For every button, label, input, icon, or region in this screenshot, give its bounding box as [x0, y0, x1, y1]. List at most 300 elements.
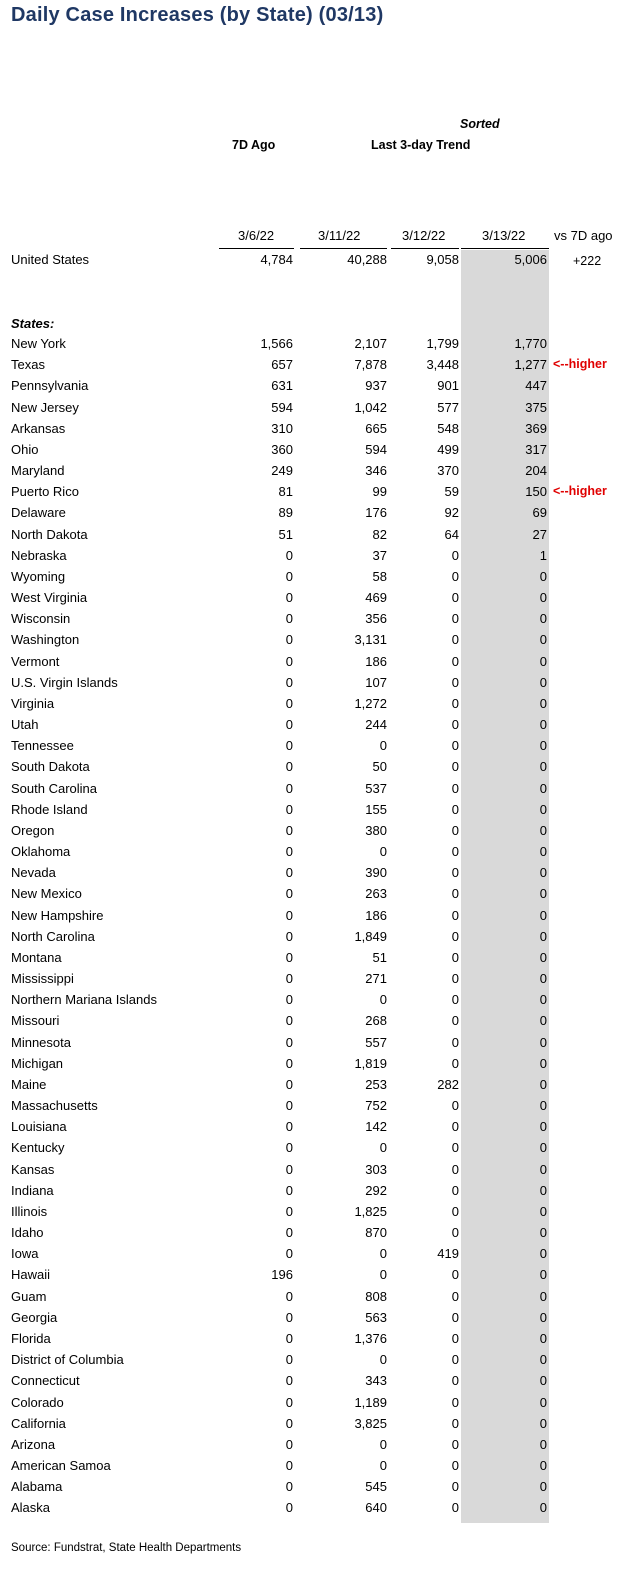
cell-value: 360 — [271, 441, 293, 457]
table-row — [0, 989, 623, 1010]
cell-value: 346 — [365, 463, 387, 479]
table-row — [0, 778, 623, 799]
cell-value: 937 — [365, 378, 387, 394]
cell-value: 0 — [451, 971, 459, 987]
cell-value: 577 — [437, 399, 459, 415]
cell-value: 0 — [539, 695, 547, 711]
state-name: Michigan — [11, 1055, 64, 1071]
cell-value: 64 — [444, 526, 459, 542]
cell-value: 0 — [451, 759, 459, 775]
table-row — [0, 1392, 623, 1413]
cell-value: 369 — [525, 420, 547, 436]
cell-value: 186 — [365, 907, 387, 923]
cell-value: 0 — [451, 568, 459, 584]
table-row — [0, 1497, 623, 1518]
state-name: Kansas — [11, 1161, 55, 1177]
cell-value: 244 — [365, 717, 387, 733]
cell-value: 1,277 — [514, 357, 547, 373]
cell-value: 0 — [451, 1309, 459, 1325]
table-row — [0, 354, 623, 375]
table-row — [0, 439, 623, 460]
cell-value: 0 — [451, 844, 459, 860]
us-row — [0, 249, 623, 270]
cell-value: 0 — [539, 1267, 547, 1283]
cell-value: 0 — [451, 1013, 459, 1029]
cell-value: 0 — [285, 1309, 293, 1325]
cell-value: 0 — [451, 886, 459, 902]
cell-value: 81 — [278, 484, 293, 500]
vs-7d-value: +222 — [573, 254, 602, 268]
cell-value: 0 — [451, 1500, 459, 1516]
table-row — [0, 693, 623, 714]
cell-value: 263 — [365, 886, 387, 902]
cell-value: 0 — [285, 1055, 293, 1071]
cell-value: 1,799 — [426, 336, 459, 351]
row-name: United States — [11, 252, 90, 267]
cell-value: 0 — [539, 1352, 547, 1368]
cell-value: 0 — [451, 1055, 459, 1071]
table-row — [0, 714, 623, 735]
higher-note: <--higher — [553, 357, 607, 372]
cell-value: 0 — [451, 949, 459, 965]
cell-value: 0 — [451, 822, 459, 838]
cell-value: 0 — [285, 886, 293, 902]
state-name: Vermont — [11, 653, 60, 669]
table-row — [0, 862, 623, 883]
cell-value: 0 — [451, 717, 459, 733]
cell-value: 380 — [365, 822, 387, 838]
table-row — [0, 968, 623, 989]
cell-value: 0 — [285, 590, 293, 606]
cell-value: 0 — [539, 1076, 547, 1092]
table-row — [0, 947, 623, 968]
cell-value: 0 — [451, 801, 459, 817]
state-name: Pennsylvania — [11, 378, 89, 394]
state-name: Wyoming — [11, 568, 66, 584]
cell-value: 0 — [451, 632, 459, 648]
cell-value: 0 — [539, 1161, 547, 1177]
cell-value: 557 — [365, 1034, 387, 1050]
state-name: Washington — [11, 632, 80, 648]
cell-value: 0 — [539, 1330, 547, 1346]
table-row — [0, 1349, 623, 1370]
cell-value: 0 — [285, 1182, 293, 1198]
higher-note: <--higher — [553, 484, 607, 499]
cell-value: 0 — [539, 738, 547, 754]
table-row — [0, 566, 623, 587]
state-name: Oregon — [11, 822, 55, 838]
cell-value: 343 — [365, 1373, 387, 1389]
table-row — [0, 524, 623, 545]
table-row — [0, 883, 623, 904]
cell-value: 0 — [285, 759, 293, 775]
table-row — [0, 397, 623, 418]
trend-header: Last 3-day Trend — [371, 138, 471, 152]
cell-value: 142 — [365, 1119, 387, 1135]
cell-value: 292 — [365, 1182, 387, 1198]
state-name: Maine — [11, 1076, 47, 1092]
state-name: Kentucky — [11, 1140, 65, 1156]
table-row — [0, 1476, 623, 1497]
cell-value: 0 — [539, 844, 547, 860]
cell-value: 1,376 — [354, 1330, 387, 1346]
cell-value: 0 — [539, 590, 547, 606]
cell-value: 901 — [437, 378, 459, 394]
cell-value: 0 — [379, 1267, 387, 1283]
table-row — [0, 672, 623, 693]
table-row — [0, 1032, 623, 1053]
cell-value: 0 — [451, 1288, 459, 1304]
table-row — [0, 651, 623, 672]
cell-value: 0 — [539, 949, 547, 965]
cell-value: 9,058 — [426, 252, 459, 267]
table-row — [0, 1201, 623, 1222]
cell-value: 0 — [285, 1140, 293, 1156]
cell-value: 499 — [437, 441, 459, 457]
state-name: Alabama — [11, 1479, 63, 1495]
state-name: Indiana — [11, 1182, 54, 1198]
table-row — [0, 608, 623, 629]
cell-value: 537 — [365, 780, 387, 796]
state-name: Rhode Island — [11, 801, 88, 817]
state-name: Oklahoma — [11, 844, 71, 860]
state-name: Utah — [11, 717, 39, 733]
table-row — [0, 1307, 623, 1328]
cell-value: 0 — [539, 1055, 547, 1071]
cell-value: 0 — [285, 738, 293, 754]
state-name: Puerto Rico — [11, 484, 79, 500]
cell-value: 0 — [379, 1458, 387, 1473]
state-name: Nevada — [11, 865, 56, 881]
cell-value: 0 — [285, 1394, 293, 1410]
cell-value: 51 — [372, 949, 387, 965]
cell-value: 5,006 — [514, 252, 547, 267]
table-row — [0, 545, 623, 566]
cell-value: 0 — [285, 928, 293, 944]
cell-value: 0 — [451, 1119, 459, 1135]
state-name: Louisiana — [11, 1119, 67, 1135]
cell-value: 0 — [285, 1479, 293, 1495]
table-row — [0, 1159, 623, 1180]
cell-value: 0 — [451, 1182, 459, 1198]
cell-value: 0 — [451, 1436, 459, 1452]
cell-value: 0 — [539, 759, 547, 775]
cell-value: 58 — [372, 568, 387, 584]
state-name: District of Columbia — [11, 1352, 124, 1368]
cell-value: 0 — [285, 1076, 293, 1092]
cell-value: 0 — [539, 1034, 547, 1050]
state-name: Georgia — [11, 1309, 58, 1325]
cell-value: 0 — [451, 653, 459, 669]
cell-value: 469 — [365, 590, 387, 606]
cell-value: 808 — [365, 1288, 387, 1304]
cell-value: 69 — [532, 505, 547, 521]
cell-value: 268 — [365, 1013, 387, 1029]
cell-value: 0 — [285, 1500, 293, 1516]
state-name: Nebraska — [11, 547, 67, 563]
cell-value: 0 — [451, 1458, 459, 1473]
state-name: Alaska — [11, 1500, 51, 1516]
cell-value: 155 — [365, 801, 387, 817]
state-name: Arkansas — [11, 420, 66, 436]
cell-value: 0 — [539, 971, 547, 987]
cell-value: 0 — [451, 1415, 459, 1431]
cell-value: 0 — [451, 1352, 459, 1368]
cell-value: 0 — [285, 865, 293, 881]
cell-value: 2,107 — [354, 336, 387, 351]
cell-value: 0 — [539, 992, 547, 1008]
cell-value: 0 — [451, 547, 459, 563]
cell-value: 0 — [451, 611, 459, 627]
cell-value: 0 — [285, 1034, 293, 1050]
table-row — [0, 418, 623, 439]
cell-value: 1,189 — [354, 1394, 387, 1410]
cell-value: 0 — [539, 674, 547, 690]
cell-value: 1,272 — [354, 695, 387, 711]
cell-value: 317 — [525, 441, 547, 457]
state-name: Texas — [11, 357, 45, 373]
cell-value: 0 — [285, 844, 293, 860]
cell-value: 0 — [451, 865, 459, 881]
cell-value: 0 — [285, 1203, 293, 1219]
table-row — [0, 905, 623, 926]
cell-value: 0 — [285, 1225, 293, 1241]
cell-value: 0 — [379, 1246, 387, 1262]
cell-value: 0 — [451, 992, 459, 1008]
cell-value: 271 — [365, 971, 387, 987]
cell-value: 37 — [372, 547, 387, 563]
table-row — [0, 1264, 623, 1285]
cell-value: 0 — [451, 907, 459, 923]
state-name: Wisconsin — [11, 611, 71, 627]
cell-value: 204 — [525, 463, 547, 479]
table-row — [0, 481, 623, 502]
cell-value: 3,131 — [354, 632, 387, 648]
cell-value: 0 — [539, 717, 547, 733]
table-row — [0, 820, 623, 841]
state-name: South Carolina — [11, 780, 97, 796]
cell-value: 3,825 — [354, 1415, 387, 1431]
cell-value: 0 — [451, 1225, 459, 1241]
cell-value: 0 — [285, 1013, 293, 1029]
state-name: Montana — [11, 949, 62, 965]
cell-value: 40,288 — [347, 252, 387, 267]
cell-value: 176 — [365, 505, 387, 521]
cell-value: 0 — [451, 1373, 459, 1389]
date-header: 3/13/22 — [482, 228, 526, 243]
cell-value: 0 — [539, 1394, 547, 1410]
cell-value: 0 — [285, 695, 293, 711]
cell-value: 0 — [539, 1246, 547, 1262]
table-row — [0, 1074, 623, 1095]
cell-value: 186 — [365, 653, 387, 669]
table-row — [0, 1370, 623, 1391]
cell-value: 0 — [539, 1458, 547, 1473]
cell-value: 0 — [285, 801, 293, 817]
cell-value: 447 — [525, 378, 547, 394]
cell-value: 0 — [379, 844, 387, 860]
cell-value: 0 — [451, 695, 459, 711]
state-name: New York — [11, 336, 66, 351]
cell-value: 0 — [451, 780, 459, 796]
cell-value: 0 — [539, 1436, 547, 1452]
cell-value: 253 — [365, 1076, 387, 1092]
cell-value: 0 — [539, 1415, 547, 1431]
table-row — [0, 375, 623, 396]
cell-value: 0 — [285, 1458, 293, 1473]
cell-value: 870 — [365, 1225, 387, 1241]
cell-value: 657 — [271, 357, 293, 373]
cell-value: 1,849 — [354, 928, 387, 944]
cell-value: 0 — [539, 1288, 547, 1304]
state-name: Minnesota — [11, 1034, 71, 1050]
cell-value: 0 — [285, 907, 293, 923]
state-name: Massachusetts — [11, 1098, 98, 1114]
cell-value: 0 — [379, 1352, 387, 1368]
table-row — [0, 1010, 623, 1031]
cell-value: 0 — [379, 1436, 387, 1452]
cell-value: 0 — [451, 1161, 459, 1177]
cell-value: 0 — [539, 928, 547, 944]
cell-value: 631 — [271, 378, 293, 394]
cell-value: 0 — [539, 632, 547, 648]
cell-value: 0 — [451, 1330, 459, 1346]
cell-value: 82 — [372, 526, 387, 542]
state-name: Florida — [11, 1330, 51, 1346]
cell-value: 0 — [285, 1373, 293, 1389]
cell-value: 249 — [271, 463, 293, 479]
cell-value: 0 — [285, 1246, 293, 1262]
table-row — [0, 799, 623, 820]
seven-days-ago-header: 7D Ago — [232, 138, 276, 152]
cell-value: 0 — [285, 1330, 293, 1346]
cell-value: 50 — [372, 759, 387, 775]
cell-value: 0 — [539, 1373, 547, 1389]
cell-value: 0 — [539, 1119, 547, 1135]
cell-value: 0 — [539, 1098, 547, 1114]
table-row — [0, 1116, 623, 1137]
table-row — [0, 1243, 623, 1264]
cell-value: 0 — [451, 1140, 459, 1156]
table-row — [0, 1434, 623, 1455]
cell-value: 0 — [285, 1436, 293, 1452]
cell-value: 1,770 — [514, 336, 547, 351]
cell-value: 1,042 — [354, 399, 387, 415]
cell-value: 640 — [365, 1500, 387, 1516]
cell-value: 0 — [539, 611, 547, 627]
cell-value: 0 — [451, 674, 459, 690]
cell-value: 0 — [451, 1479, 459, 1495]
cell-value: 0 — [285, 949, 293, 965]
cell-value: 1,819 — [354, 1055, 387, 1071]
cell-value: 0 — [285, 1098, 293, 1114]
state-name: New Hampshire — [11, 907, 104, 923]
table-row — [0, 1413, 623, 1434]
cell-value: 107 — [365, 674, 387, 690]
cell-value: 92 — [444, 505, 459, 521]
table-row — [0, 1286, 623, 1307]
cell-value: 0 — [451, 1267, 459, 1283]
table-row — [0, 1455, 623, 1476]
state-name: New Mexico — [11, 886, 82, 902]
date-header: 3/11/22 — [318, 228, 361, 243]
table-row — [0, 502, 623, 523]
state-name: Idaho — [11, 1225, 44, 1241]
state-name: Tennessee — [11, 738, 74, 754]
cell-value: 0 — [539, 801, 547, 817]
states-label: States: — [11, 316, 55, 331]
cell-value: 356 — [365, 611, 387, 627]
table-row — [0, 1222, 623, 1243]
state-name: American Samoa — [11, 1458, 111, 1473]
cell-value: 4,784 — [260, 252, 293, 267]
date-header: 3/12/22 — [402, 228, 446, 243]
table-row — [0, 841, 623, 862]
cell-value: 0 — [451, 1203, 459, 1219]
cell-value: 1 — [539, 547, 547, 563]
cell-value: 0 — [285, 547, 293, 563]
cell-value: 0 — [451, 738, 459, 754]
table-row — [0, 333, 623, 354]
state-name: Colorado — [11, 1394, 64, 1410]
cell-value: 390 — [365, 865, 387, 881]
state-name: U.S. Virgin Islands — [11, 674, 118, 690]
cell-value: 89 — [278, 505, 293, 521]
sorted-header: Sorted — [460, 117, 500, 131]
cell-value: 0 — [285, 1415, 293, 1431]
cell-value: 375 — [525, 399, 547, 415]
state-name: North Carolina — [11, 928, 95, 944]
table-row — [0, 1137, 623, 1158]
cell-value: 0 — [285, 611, 293, 627]
cell-value: 0 — [539, 1182, 547, 1198]
date-header-row — [0, 228, 623, 248]
state-name: Illinois — [11, 1203, 48, 1219]
cell-value: 0 — [539, 1203, 547, 1219]
cell-value: 0 — [451, 1034, 459, 1050]
cell-value: 0 — [539, 1500, 547, 1516]
table-row — [0, 1053, 623, 1074]
date-header: vs 7D ago — [554, 228, 613, 243]
cell-value: 0 — [285, 822, 293, 838]
cell-value: 99 — [372, 484, 387, 500]
state-name: Iowa — [11, 1246, 39, 1262]
cell-value: 0 — [285, 632, 293, 648]
state-name: Delaware — [11, 505, 66, 521]
table-row — [0, 735, 623, 756]
cell-value: 0 — [539, 865, 547, 881]
cell-value: 310 — [271, 420, 293, 436]
cell-value: 0 — [539, 653, 547, 669]
cell-value: 563 — [365, 1309, 387, 1325]
cell-value: 0 — [539, 568, 547, 584]
cell-value: 594 — [365, 441, 387, 457]
cell-value: 0 — [285, 1288, 293, 1304]
table-row — [0, 1328, 623, 1349]
date-header: 3/6/22 — [238, 228, 275, 243]
cell-value: 0 — [451, 590, 459, 606]
state-name: Northern Mariana Islands — [11, 992, 157, 1008]
cell-value: 419 — [437, 1246, 459, 1262]
state-name: Maryland — [11, 463, 65, 479]
state-name: Missouri — [11, 1013, 60, 1029]
cell-value: 0 — [539, 1225, 547, 1241]
table-row — [0, 460, 623, 481]
cell-value: 27 — [532, 526, 547, 542]
cell-value: 0 — [285, 568, 293, 584]
state-name: West Virginia — [11, 590, 88, 606]
state-name: Ohio — [11, 441, 39, 457]
